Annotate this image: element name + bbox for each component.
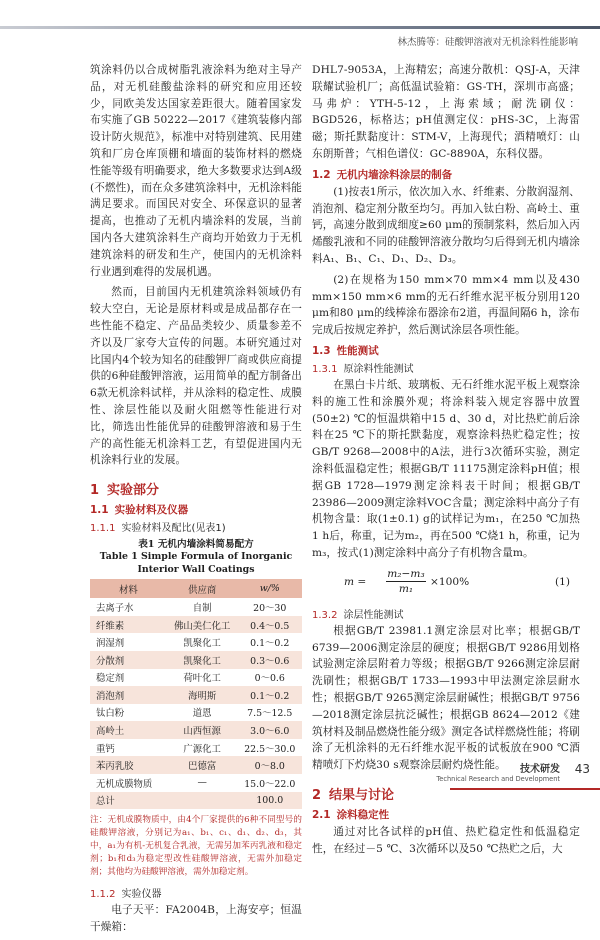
equation-fraction — [386, 568, 426, 595]
subsection-title: 性能测试 — [336, 344, 379, 357]
subsection-heading — [312, 807, 580, 822]
subsection-heading — [312, 343, 580, 358]
table-header: w/% — [238, 579, 303, 598]
table-row — [90, 756, 302, 774]
section-title: 实验部分 — [107, 483, 160, 499]
subsection-number: 1.2 — [312, 168, 331, 181]
table-cell: 海明斯 — [167, 686, 238, 704]
subsubsection-heading — [312, 360, 580, 375]
page-header — [0, 0, 600, 54]
paragraph: DHL7-9053A，上海精宏；高速分散机：QSJ-A，天津联耀试验机厂；高低温试验箱：GS-TH，深圳市高盛；马弗炉：YTH-5-12，上海索域；耐洗刷仪：BGD526，标格达；pH值测定仪：pHS-3C，上海雷磁；斯托默黏度计：STM-V，上海现代；酒精喷灯：山东朗斯普；气相色谱仪：GC-8890A，东科仪器。 — [312, 64, 580, 160]
table-cell: 100.0 — [238, 792, 303, 810]
subsubsection-number: 1.3.1 — [312, 363, 338, 375]
subsection-title: 实验材料及仪器 — [114, 504, 189, 517]
table-cell: 山西恒源 — [167, 721, 238, 739]
footer-rule — [450, 788, 600, 790]
table-note: 注：无机成膜物质中，由4个厂家提供的6种不同型号的硅酸钾溶液，分别记为a₁、b₁、c₁、d₁、d₂、d₃，其中，a₁为有机-无机复合乳液，无需另加苯丙乳液和稳定剂；b₁和d₃为稳定型改性硅酸钾溶液，无需外加稳定剂；其他均为硅酸钾溶液，需外加稳定剂。 — [90, 815, 302, 878]
paragraph: (1)按表1所示，依次加入水、纤维素、分散润湿剂、消泡剂、稳定剂分散至均匀。再加入钛白粉、高岭土、重钙，高速分散到成细度≥60 μm的预制浆料，然后加入丙烯酸乳液和不同的硅酸钾溶液分散均匀后得到无机内墙涂料A₁、B₁、C₁、D₁、D₂、D₃。 — [312, 185, 580, 265]
table-cell: 钛白粉 — [90, 704, 167, 722]
table-caption-cn: 表1 无机内墙涂料简易配方 — [138, 539, 254, 551]
table-cell: 润湿剂 — [90, 633, 167, 651]
paragraph: 电子天平：FA2004B，上海安亭；恒温干燥箱： — [90, 904, 302, 934]
footer-section-en: Technical Research and Development — [436, 775, 560, 783]
running-title: 林杰腾等：硅酸钾溶液对无机涂料性能影响 — [397, 37, 578, 48]
table-cell: 7.5～12.5 — [238, 704, 303, 722]
table-cell: 重钙 — [90, 739, 167, 757]
subsubsection-title: 实验材料及配比(见表1) — [121, 523, 226, 535]
table-cell: 广源化工 — [167, 739, 238, 757]
section-title: 结果与讨论 — [329, 787, 395, 803]
table-row — [90, 739, 302, 757]
table-row — [90, 616, 302, 634]
subsubsection-title: 涂层性能测试 — [343, 609, 404, 621]
table-cell: 0～0.6 — [238, 669, 303, 687]
table-cell: 荷叶化工 — [167, 669, 238, 687]
table-row — [90, 686, 302, 704]
table-cell: 0.3～0.6 — [238, 651, 303, 669]
subsubsection-heading — [312, 606, 580, 621]
paragraph: 然而，目前国内无机建筑涂料领域仍有较大空白，无论是原材料或是成品都存在一些性能不稳定、产品品类较少、质量参差不齐以及厂家夸大宣传的问题。本研究通过对比国内4个较为知名的硅酸钾厂商或供应商提供的6种硅酸钾溶液，运用简单的配方制备出6款无机涂料试样，并从涂料的稳定性、成膜性、涂层性能以及耐火阻燃等性能进行对比，筛选出性能优异的硅酸钾溶液和易于生产的高性能无机涂料工艺，有望促进国内无机涂料行业的发展。 — [90, 286, 302, 467]
table-cell: 15.0～22.0 — [238, 774, 303, 792]
page-number: 43 — [574, 762, 590, 776]
table-header: 供应商 — [167, 579, 238, 598]
table-cell — [167, 792, 238, 810]
table-cell: 去离子水 — [90, 598, 167, 616]
left-column — [90, 62, 302, 940]
paragraph: (2)在规格为150 mm×70 mm×4 mm以及430 mm×150 mm×6 mm的无石纤维水泥平板分别用120 μm和80 μm的线棒涂布器涂布2道，再温间隔6 h，涂布完成后按规定养护，然后测试涂层各项性能。 — [312, 273, 580, 337]
header-stripe — [0, 26, 600, 29]
table-cell: 道恩 — [167, 704, 238, 722]
table-row — [90, 598, 302, 616]
table-cell: 自制 — [167, 598, 238, 616]
subsection-title: 涂料稳定性 — [336, 808, 390, 821]
section-number: 2 — [312, 787, 322, 803]
section-number: 1 — [90, 483, 100, 499]
table-header-row — [90, 579, 302, 598]
subsubsection-number: 1.1.2 — [90, 889, 116, 901]
subsection-heading — [312, 167, 580, 182]
table-row — [90, 669, 302, 687]
table-row — [90, 721, 302, 739]
table-cell: 高岭土 — [90, 721, 167, 739]
subsubsection-number: 1.1.1 — [90, 523, 116, 535]
table-cell: 总计 — [90, 792, 167, 810]
subsection-number: 1.1 — [90, 504, 109, 517]
equation-multiplier: ×100% — [430, 575, 470, 588]
subsubsection-heading — [90, 519, 302, 534]
table-cell: 22.5～30.0 — [238, 739, 303, 757]
paragraph: 通过对比各试样的pH值、热贮稳定性和低温稳定性，在经过－5 ℃、3次循环以及50 ℃热贮之后，大 — [312, 825, 580, 855]
formula-table — [90, 579, 302, 809]
table-cell: 稳定剂 — [90, 669, 167, 687]
table-cell: 苯丙乳胶 — [90, 756, 167, 774]
table-cell: 纤维素 — [90, 616, 167, 634]
right-column — [312, 62, 580, 861]
table-cell: — — [167, 774, 238, 792]
paragraph: 在黑白卡片纸、玻璃板、无石纤维水泥平板上观察涂料的施工性和涂膜外观；将涂料装入规定容器中放置(50±2) ℃的恒温烘箱中15 d、30 d，对比热贮前后涂料在25 ℃下的斯托默黏度，观察涂料热贮稳定性；按GB/T 9268—2008中的A法，进行3次循环实验，测定涂料低温稳定性；根据GB/T 11175测定涂料pH值；根据GB 1728—1979测定涂料表干时间；根据GB/T 23986—2009测定涂料VOC含量；测定涂料中高分子有机物含量：取(1±0.1) g的试样记为m₁，在250 ℃加热1 h后，称重，记为m₂，再在500 ℃烧1 h，称重，记为m₃，按式(1)测定涂料中高分子有机物含量m。 — [312, 378, 580, 559]
footer-section-cn: 技术研发 — [520, 764, 560, 775]
table-cell: 0.4～0.5 — [238, 616, 303, 634]
section-heading — [90, 479, 302, 498]
table-caption-en: Table 1 Simple Formula of Inorganic Interior Wall Coatings — [99, 551, 293, 576]
table-row — [90, 704, 302, 722]
subsubsection-title: 原涂料性能测试 — [343, 363, 414, 375]
subsubsection-title: 实验仪器 — [121, 889, 162, 901]
table-cell: 3.0～6.0 — [238, 721, 303, 739]
paragraph: 根据GB/T 23981.1测定涂层对比率；根据GB/T 6739—2006测定涂层的硬度；根据GB/T 9286用划格试验测定涂层附着力等级；根据GB/T 9266测定涂层耐洗刷性；根据GB/T 1733—1993中甲法测定涂层耐水性；根据GB/T 9265测定涂层耐碱性；根据GB/T 9756—2018测定涂层抗泛碱性；根据GB 8624—2012《建筑材料及制品燃烧性能分级》测定各试样燃烧性能；将刷涂了无机涂料的无石纤维水泥平板的试板放在900 ℃酒精喷灯下灼烧30 s观察涂层耐灼烧性能。 — [312, 624, 580, 772]
subsection-number: 1.3 — [312, 344, 331, 357]
equation-number: (1) — [554, 575, 570, 588]
subsection-number: 2.1 — [312, 808, 331, 821]
table-cell: 佛山美仁化工 — [167, 616, 238, 634]
table-cell: 凯聚化工 — [167, 633, 238, 651]
equation-denominator: m₁ — [386, 581, 426, 595]
subsubsection-heading — [90, 885, 302, 900]
section-heading — [312, 784, 580, 803]
table-row — [90, 792, 302, 810]
table-cell: 20～30 — [238, 598, 303, 616]
table-row — [90, 633, 302, 651]
table-cell: 消泡剂 — [90, 686, 167, 704]
table-row — [90, 651, 302, 669]
table-row — [90, 774, 302, 792]
subsection-heading — [90, 502, 302, 517]
table-header: 材料 — [90, 579, 167, 598]
table-cell: 巴德富 — [167, 756, 238, 774]
subsubsection-number: 1.3.2 — [312, 609, 338, 621]
equation-numerator: m₂−m₃ — [387, 567, 425, 580]
paragraph: 筑涂料仍以合成树脂乳液涂料为绝对主导产品，对无机硅酸盐涂料的研究和应用还较少，同欧美发达国家差距很大。随着国家发布实施了GB 50222—2017《建筑装修内部设计防火规范》，标准中对特别建筑、民用建筑和厂房仓库顶棚和墙面的装饰材料的燃烧性能等级有明确要求，绝大多数要求达到A级(不燃性)，而在众多建筑涂料中，无机涂料能满足要求。而国民对安全、环保意识的显著提高，也推动了无机内墙涂料的发展，当前国内各大建筑涂料生产商均开始致力于无机建筑涂料的研发和生产，使国内的无机涂料行业遇到难得的发展机遇。 — [90, 64, 302, 278]
equation — [312, 566, 580, 602]
table-cell: 0～8.0 — [238, 756, 303, 774]
table-cell: 凯聚化工 — [167, 651, 238, 669]
equation-lhs: m = — [344, 575, 367, 588]
table-cell: 0.1～0.2 — [238, 633, 303, 651]
table-cell: 无机成膜物质 — [90, 774, 167, 792]
table-cell: 分散剂 — [90, 651, 167, 669]
table-cell: 0.1～0.2 — [238, 686, 303, 704]
subsection-title: 无机内墙涂料涂层的制备 — [336, 168, 453, 181]
